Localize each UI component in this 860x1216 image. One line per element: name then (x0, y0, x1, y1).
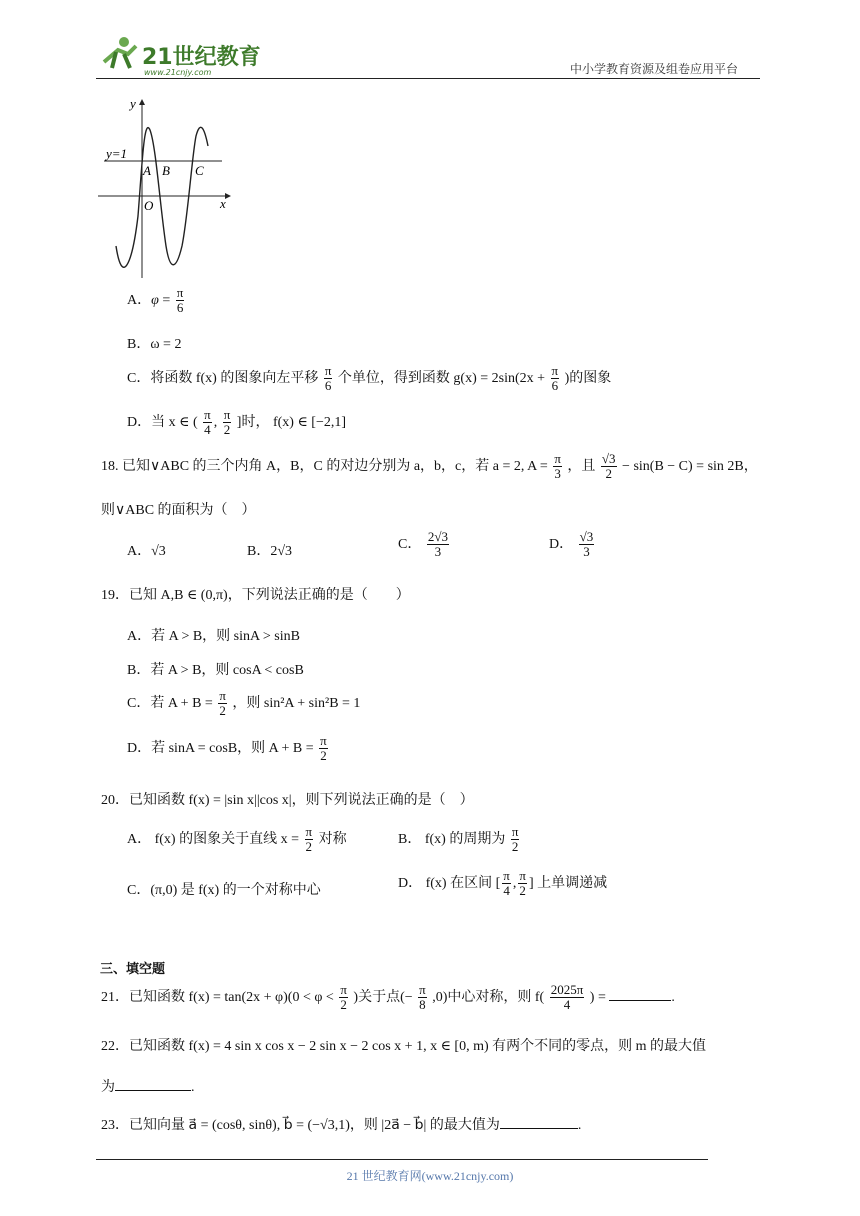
q19-option-d[interactable]: D．若 sinA = cosB，则 A + B = $\frac{\pi}{2}$ (127, 733, 327, 764)
q20-stem: 20．已知函数 f(x) = |sin x||cos x|，则下列说法正确的是（ ） (101, 793, 474, 808)
svg-text:x: x (220, 196, 226, 211)
q18-option-d[interactable]: D． $\frac{√3}{3}$ (549, 529, 594, 560)
q17-option-c[interactable]: C．将函数 f(x) 的图象向左平移 $\frac{\pi}{6}$ 个单位，得到函数 g(x) = 2sin(2x + $\frac{\pi}{6}$ )的图象 (127, 363, 612, 394)
q20-option-d[interactable]: D． f(x) 在区间 [ $\frac{\pi}{4}$ , $\frac{\pi}{2}$ ] 上单调递减 (398, 868, 608, 899)
svg-text:C: C (195, 163, 204, 178)
q22-answer-blank[interactable] (115, 1090, 191, 1091)
q23-stem: 23．已知向量 a⃗ = (cosθ, sinθ), b⃗ = (−√3,1)，则 |2a⃗ − b⃗| 的最大值为 . (101, 1118, 582, 1133)
q17-option-a[interactable]: A．φ = $\frac{\pi}{6}$ (127, 285, 184, 316)
footer-divider (96, 1159, 708, 1160)
platform-title: 中小学教育资源及组卷应用平台 (570, 62, 739, 76)
svg-text:www.21cnjy.com: www.21cnjy.com (144, 68, 212, 77)
q22-stem: 22．已知函数 f(x) = 4 sin x cos x − 2 sin x − 2 cos x + 1, x ∈ [0, m) 有两个不同的零点，则 m 的最大值 (101, 1039, 707, 1054)
q19-stem: 19．已知 A,B ∈ (0,π)，下列说法正确的是（ ） (101, 588, 410, 603)
q19-option-c[interactable]: C．若 A + B = $\frac{\pi}{2}$ ，则 sin²A + sin²B = 1 (127, 688, 361, 719)
q17-option-d[interactable]: D．当 x ∈ ( $\frac{\pi}{4}$ , $\frac{\pi}{2}$ ]时， f(x) ∈ [−2,1] (127, 407, 347, 438)
q18-stem: 18. 已知∨ABC 的三个内角 A，B，C 的对边分别为 a，b，c，若 a = 2, A = $\frac{\pi}{3}$ ，且 $\frac{√3}{2}$ − sin(B − C) = sin 2B， (101, 451, 758, 482)
q17-option-b[interactable]: B．ω = 2 (127, 337, 182, 352)
q18-stem-line2: 则∨ABC 的面积为（ ） (101, 503, 256, 518)
q18-option-c[interactable]: C． $\frac{2√3}{3}$ (398, 529, 448, 560)
site-logo (94, 32, 264, 78)
q20-option-c[interactable]: C．(π,0) 是 f(x) 的一个对称中心 (127, 883, 321, 898)
svg-text:A: A (143, 163, 151, 178)
q22-stem-line2: 为 . (101, 1080, 195, 1095)
q21-answer-blank[interactable] (609, 1000, 671, 1001)
svg-text:B: B (162, 163, 170, 178)
q19-option-b[interactable]: B．若 A > B，则 cosA < cosB (127, 663, 304, 678)
svg-text:O: O (144, 198, 154, 213)
q18-option-b[interactable]: B．2√3 (247, 544, 293, 559)
header-divider (96, 78, 760, 79)
svg-text:21世纪教育: 21世纪教育 (142, 45, 261, 70)
q20-option-b[interactable]: B． f(x) 的周期为 $\frac{\pi}{2}$ (398, 824, 519, 855)
footer-text[interactable]: 21 世纪教育网(www.21cnjy.com) (346, 1169, 514, 1183)
q21-stem: 21．已知函数 f(x) = tan(2x + φ)(0 < φ < $\frac{\pi}{2}$ )关于点(− $\frac{\pi}{8}$ ,0)中心对称，则 f( $\frac{2025\pi}{4}$ ) = . (101, 982, 675, 1013)
sine-graph (96, 96, 236, 282)
section-heading: 三、填空题 (100, 962, 166, 977)
q20-option-a[interactable]: A． f(x) 的图象关于直线 x = $\frac{\pi}{2}$ 对称 (127, 824, 347, 855)
svg-text:y=1: y=1 (106, 146, 128, 161)
q23-answer-blank[interactable] (500, 1128, 578, 1129)
q18-option-a[interactable]: A．√3 (127, 544, 166, 559)
svg-text:y: y (130, 96, 136, 111)
q19-option-a[interactable]: A．若 A > B，则 sinA > sinB (127, 629, 300, 644)
